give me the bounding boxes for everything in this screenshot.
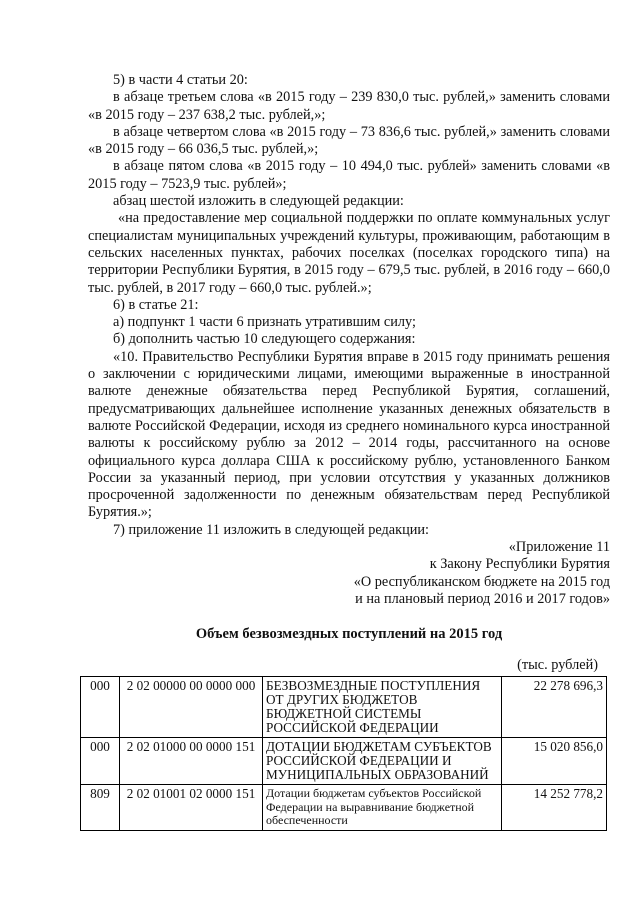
budget-code-cell: 2 02 01001 02 0000 151 — [120, 785, 263, 831]
paragraph: в абзаце третьем слова «в 2015 году – 239 830,0 тыс. рублей,» заменить словами «в 2015 году – 237 638,2 тыс. рублей,»; — [88, 89, 610, 123]
appendix-header — [88, 539, 610, 608]
paragraph: 5) в части 4 статьи 20: — [113, 72, 248, 88]
table-row — [81, 738, 607, 785]
table-title: Объем безвозмездных поступлений на 2015 год — [195, 626, 503, 642]
table-row — [81, 785, 607, 831]
paragraph: абзац шестой изложить в следующей редакции: — [113, 193, 404, 210]
appendix-line: «О республиканском бюджете на 2015 год — [353, 573, 610, 590]
appendix-line: «Приложение 11 — [508, 539, 610, 556]
paragraph: 7) приложение 11 изложить в следующей редакции: — [113, 521, 429, 538]
paragraph: 6) в статье 21: — [113, 296, 199, 313]
paragraph: «10. Правительство Республики Бурятия вправе в 2015 году принимать решения о заключении с юридическими лицами, имеющими выраженные в иностранной валюте денежные обязательства перед Республикой Бурятия, соглашений, предусматривающих дальнейшее исполнение указанных денежных обязательств в валюте Российской Федерации, исходя из среднего номинального курса иностранной валюты к российскому рублю за 2012 – 2014 годы, рассчитанного на основе официального курса доллара США к российскому рублю, установленного Банком России за указанный период, при условии отсутствия у указанных должников просроченной задолженности по денежным обязательствам перед Республикой Бурятия.»; — [88, 348, 610, 521]
amount-cell: 22 278 696,3 — [502, 677, 607, 738]
unit-label: (тыс. рублей) — [517, 657, 598, 673]
appendix-line: и на плановый период 2016 и 2017 годов» — [355, 590, 610, 607]
item-name-cell: Дотации бюджетам субъектов Российской Федерации на выравнивание бюджетной обеспеченности — [263, 785, 502, 831]
admin-code-cell: 809 — [81, 785, 120, 831]
receipts-table — [80, 676, 607, 831]
body-text — [88, 72, 610, 608]
appendix-line: к Закону Республики Бурятия — [429, 556, 610, 573]
admin-code-cell: 000 — [81, 738, 120, 785]
paragraph: б) дополнить частью 10 следующего содержания: — [113, 331, 416, 348]
paragraph: в абзаце четвертом слова «в 2015 году – 73 836,6 тыс. рублей,» заменить словами «в 2015 году – 66 036,5 тыс. рублей,»; — [88, 123, 610, 158]
amount-cell: 14 252 778,2 — [502, 785, 607, 831]
item-name-cell: ДОТАЦИИ БЮДЖЕТАМ СУБЪЕКТОВ РОССИЙСКОЙ ФЕДЕРАЦИИ И МУНИЦИПАЛЬНЫХ ОБРАЗОВАНИЙ — [263, 738, 502, 785]
amount-cell: 15 020 856,0 — [502, 738, 607, 785]
budget-code-cell: 2 02 01000 00 0000 151 — [120, 738, 263, 785]
paragraph: в абзаце пятом слова «в 2015 году – 10 494,0 тыс. рублей» заменить словами «в 2015 году – 7523,9 тыс. рублей»; — [88, 158, 610, 192]
admin-code-cell: 000 — [81, 677, 120, 738]
paragraph: а) подпункт 1 части 6 признать утратившим силу; — [113, 314, 416, 331]
table-row — [81, 677, 607, 738]
budget-code-cell: 2 02 00000 00 0000 000 — [120, 677, 263, 738]
item-name-cell: БЕЗВОЗМЕЗДНЫЕ ПОСТУПЛЕНИЯ ОТ ДРУГИХ БЮДЖЕТОВ БЮДЖЕТНОЙ СИСТЕМЫ РОССИЙСКОЙ ФЕДЕРАЦИИ — [263, 677, 502, 738]
paragraph: «на предоставление мер социальной поддержки по оплате коммунальных услуг специалистам муниципальных учреждений культуры, проживающим, работающим в сельских населенных пунктах, рабочих поселках (поселках городского типа) на территории Республики Бурятия, в 2015 году – 679,5 тыс. рублей, в 2016 году – 660,0 тыс. рублей, в 2017 году – 660,0 тыс. рублей.»; — [88, 210, 610, 296]
